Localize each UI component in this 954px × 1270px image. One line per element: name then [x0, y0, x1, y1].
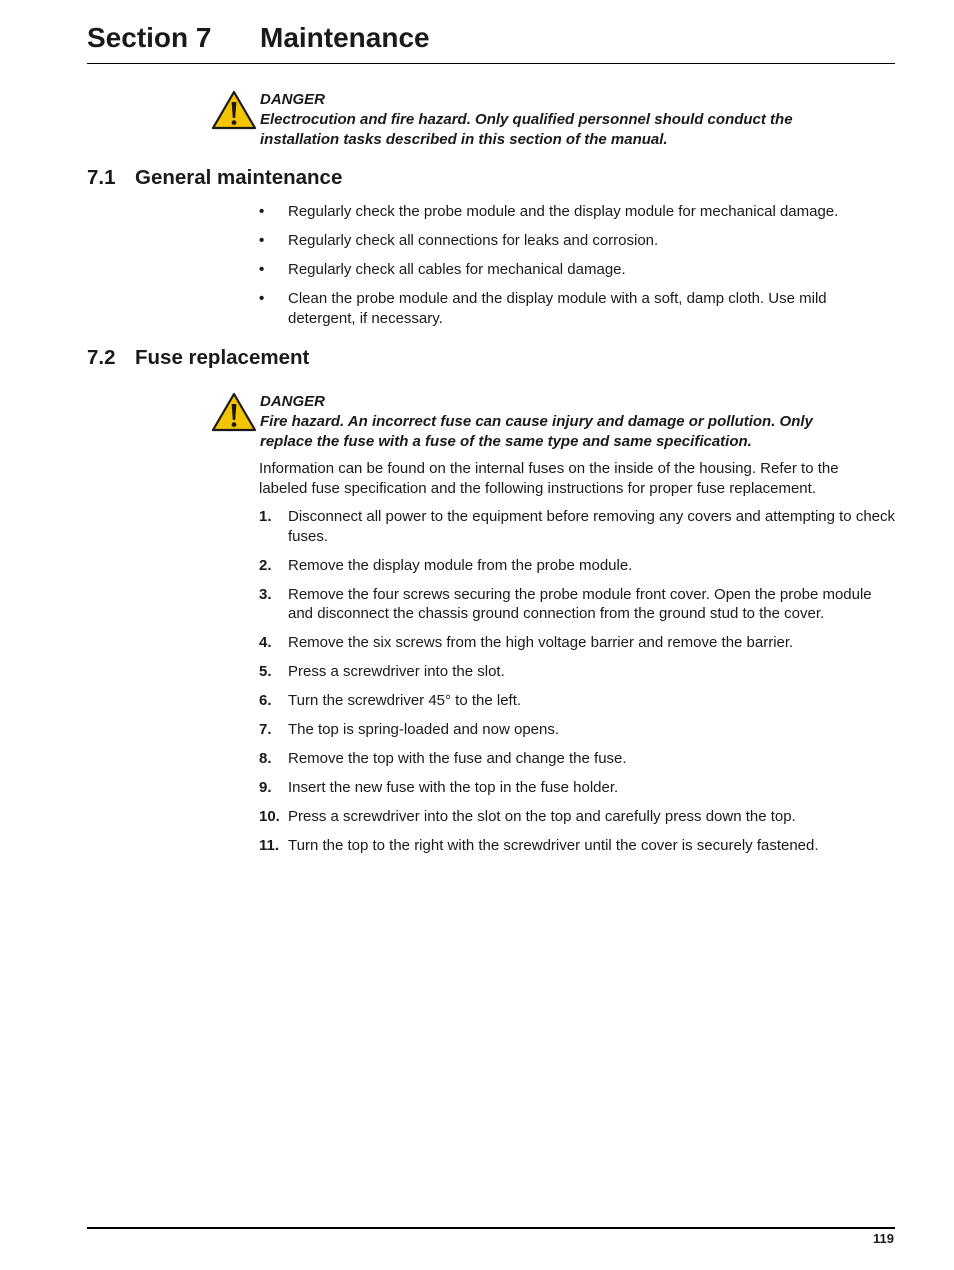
header-rule — [87, 63, 895, 64]
step-item — [259, 507, 895, 546]
step-text: Press a screwdriver into the slot on the top and carefully press down the top. — [288, 808, 796, 825]
step-item — [259, 836, 895, 856]
section-name: Maintenance — [260, 22, 430, 53]
step-number: 7. — [259, 721, 272, 738]
bullet: • — [259, 203, 265, 220]
danger-text — [260, 392, 860, 452]
fuse-intro-paragraph: Information can be found on the internal fuses on the inside of the housing. Refer to the labeled fuse specification and the following instructions for proper fuse replacement. — [259, 460, 839, 497]
list-item-text: Regularly check all cables for mechanical damage. — [288, 261, 626, 278]
general-maintenance-list — [259, 202, 895, 338]
warning-triangle-icon — [211, 90, 257, 130]
section-number: Section 7 — [87, 22, 212, 53]
list-item-text: Clean the probe module and the display module with a soft, damp cloth. Use mild detergent, if necessary. — [288, 290, 827, 327]
list-item — [259, 202, 895, 222]
list-item — [259, 231, 895, 251]
danger-text — [260, 90, 860, 150]
step-text: Disconnect all power to the equipment before removing any covers and attempting to check fuses. — [288, 508, 896, 545]
step-text: The top is spring-loaded and now opens. — [288, 721, 560, 738]
danger-label: DANGER — [260, 393, 326, 410]
list-item — [259, 289, 895, 328]
heading-title: General maintenance — [135, 166, 343, 189]
step-text: Turn the top to the right with the screwdriver until the cover is securely fastened. — [288, 837, 819, 854]
warning-triangle-icon — [211, 392, 257, 432]
bullet: • — [259, 290, 265, 307]
step-number: 9. — [259, 779, 272, 796]
step-number: 10. — [259, 808, 280, 825]
step-number: 2. — [259, 556, 272, 574]
page-number: 119 — [873, 1231, 894, 1246]
step-item — [259, 807, 895, 827]
step-item — [259, 749, 895, 769]
bullet: • — [259, 261, 265, 278]
step-number: 1. — [259, 508, 272, 525]
step-number: 6. — [259, 692, 272, 709]
step-item — [259, 633, 895, 653]
heading-number: 7.1 — [87, 166, 116, 189]
heading-title: Fuse replacement — [135, 346, 310, 369]
step-number: 3. — [259, 585, 272, 603]
step-number: 11. — [259, 837, 280, 854]
step-text: Remove the six screws from the high voltage barrier and remove the barrier. — [288, 634, 794, 651]
danger-message: Electrocution and fire hazard. Only qualified personnel should conduct the installation tasks described in this section of the manual. — [260, 111, 793, 148]
step-text: Remove the four screws securing the probe module front cover. Open the probe module and disconnect the chassis ground connection from the ground stud to the cover. — [288, 585, 872, 622]
bullet: • — [259, 232, 265, 249]
section-title — [87, 20, 430, 56]
step-number: 4. — [259, 634, 272, 651]
list-item-text: Regularly check the probe module and the display module for mechanical damage. — [288, 203, 839, 220]
heading-general-maintenance — [87, 165, 342, 191]
step-item — [259, 585, 895, 624]
step-item — [259, 691, 895, 711]
danger-label: DANGER — [260, 91, 326, 108]
step-item — [259, 778, 895, 798]
step-number: 5. — [259, 663, 272, 680]
step-item — [259, 662, 895, 682]
step-text: Press a screwdriver into the slot. — [288, 663, 505, 680]
step-text: Insert the new fuse with the top in the fuse holder. — [288, 779, 619, 796]
step-text: Remove the top with the fuse and change the fuse. — [288, 750, 627, 767]
list-item — [259, 260, 895, 280]
step-text: Remove the display module from the probe module. — [288, 556, 633, 574]
footer-rule — [87, 1227, 895, 1229]
step-text: Turn the screwdriver 45° to the left. — [288, 692, 522, 709]
heading-number: 7.2 — [87, 346, 116, 369]
heading-fuse-replacement — [87, 345, 309, 371]
step-item — [259, 720, 895, 740]
list-item-text: Regularly check all connections for leaks and corrosion. — [288, 232, 659, 249]
step-item — [259, 556, 895, 576]
step-number: 8. — [259, 750, 272, 767]
danger-message: Fire hazard. An incorrect fuse can cause injury and damage or pollution. Only replace the fuse with a fuse of the same type and same specification. — [260, 413, 813, 450]
fuse-steps-list — [259, 507, 895, 865]
